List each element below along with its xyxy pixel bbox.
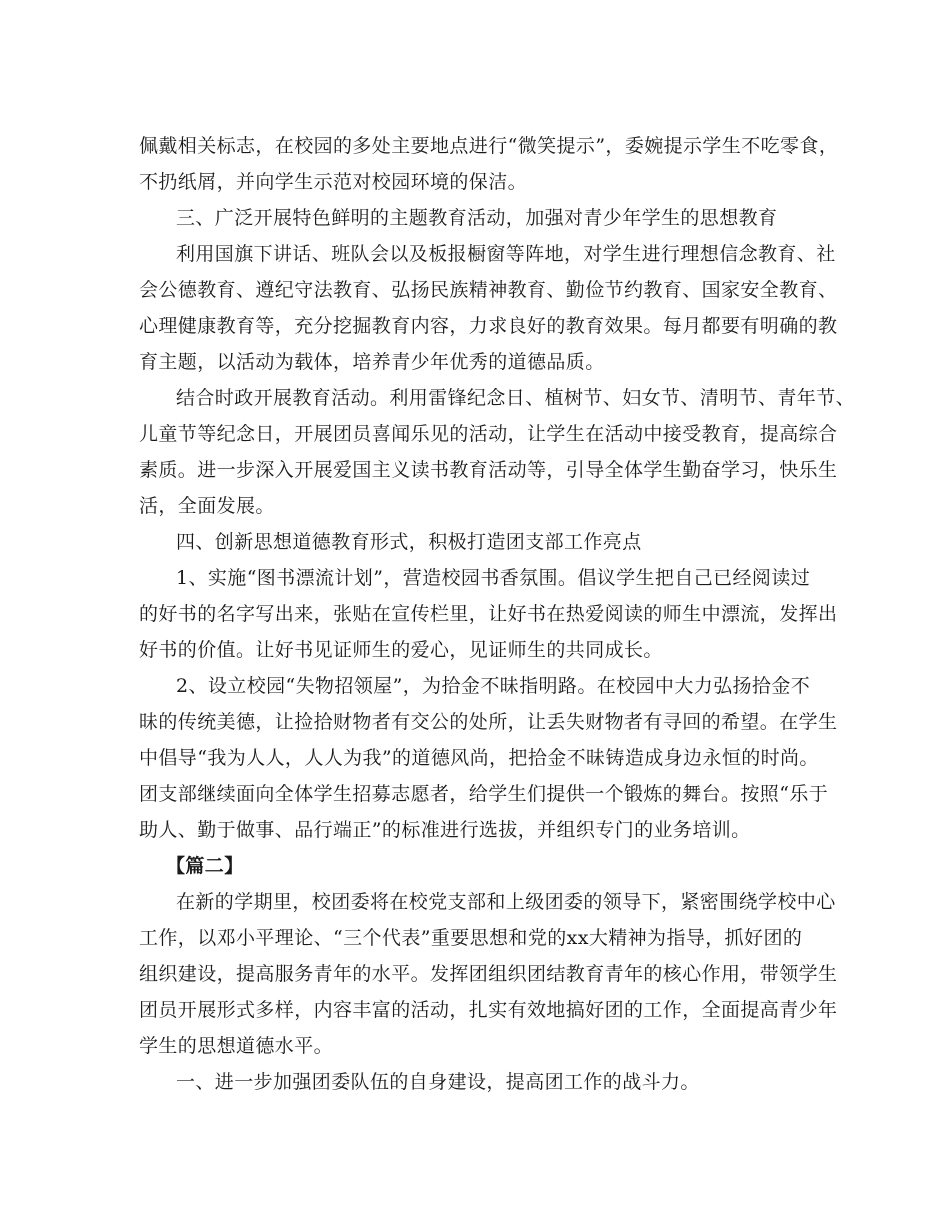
- body-line-13: 1、实施“图书漂流计划”，营造校园书香氛围。倡议学生把自己已经阅读过: [176, 567, 811, 589]
- body-line-17: 昧的传统美德，让捡拾财物者有交公的处所，让丢失财物者有寻回的希望。在学生: [139, 711, 838, 733]
- body-line-16: 2、设立校园“失物招领屋”，为拾金不昧指明路。在校园中大力弘扬拾金不: [176, 675, 811, 697]
- body-line-5: 会公德教育、遵纪守法教育、弘扬民族精神教育、勤俭节约教育、国家安全教育、: [139, 279, 838, 301]
- body-line-2: 不扔纸屑，并向学生示范对校园环境的保洁。: [139, 171, 528, 193]
- body-line-4: 利用国旗下讲话、班队会以及板报橱窗等阵地，对学生进行理想信念教育、社: [176, 243, 836, 265]
- section-heading-1: 一、进一步加强团委队伍的自身建设，提高团工作的战斗力。: [176, 1071, 700, 1093]
- body-line-11: 活，全面发展。: [139, 495, 275, 517]
- body-line-6: 心理健康教育等，充分挖掘教育内容，力求良好的教育效果。每月都要有明确的教: [139, 315, 838, 337]
- body-line-15: 好书的价值。让好书见证师生的爱心，见证师生的共同成长。: [139, 639, 663, 661]
- body-line-1: 佩戴相关标志，在校园的多处主要地点进行“微笑提示”，委婉提示学生不吃零食，: [139, 135, 839, 157]
- body-line-18: 中倡导“我为人人，人人为我”的道德风尚，把拾金不昧铸造成身边永恒的时尚。: [139, 747, 819, 769]
- body-line-25: 团员开展形式多样，内容丰富的活动，扎实有效地搞好团的工作，全面提高青少年: [139, 999, 838, 1021]
- body-line-23: 工作，以邓小平理论、“三个代表”重要思想和党的xx大精神为指导，抓好团的: [139, 927, 803, 949]
- part-two-heading: 【篇二】: [166, 855, 244, 877]
- body-line-24: 组织建设，提高服务青年的水平。发挥团组织团结教育青年的核心作用，带领学生: [139, 963, 838, 985]
- body-line-10: 素质。进一步深入开展爱国主义读书教育活动等，引导全体学生勤奋学习，快乐生: [139, 459, 838, 481]
- body-line-7: 育主题，以活动为载体，培养青少年优秀的道德品质。: [139, 351, 605, 373]
- body-line-22: 在新的学期里，校团委将在校党支部和上级团委的领导下，紧密围绕学校中心: [176, 891, 836, 913]
- body-line-14: 的好书的名字写出来，张贴在宣传栏里，让好书在热爱阅读的师生中漂流，发挥出: [139, 603, 838, 625]
- section-heading-4: 四、创新思想道德教育形式，积极打造团支部工作亮点: [176, 531, 642, 553]
- section-heading-3: 三、广泛开展特色鲜明的主题教育活动，加强对青少年学生的思想教育: [176, 207, 778, 229]
- body-line-26: 学生的思想道德水平。: [139, 1035, 334, 1057]
- body-line-9: 儿童节等纪念日，开展团员喜闻乐见的活动，让学生在活动中接受教育，提高综合: [139, 423, 838, 445]
- body-line-20: 助人、勤于做事、品行端正”的标准进行选拔，并组织专门的业务培训。: [139, 819, 751, 841]
- body-line-19: 团支部继续面向全体学生招募志愿者，给学生们提供一个锻炼的舞台。按照“乐于: [139, 783, 829, 805]
- body-line-8: 结合时政开展教育活动。利用雷锋纪念日、植树节、妇女节、清明节、青年节、: [176, 387, 856, 409]
